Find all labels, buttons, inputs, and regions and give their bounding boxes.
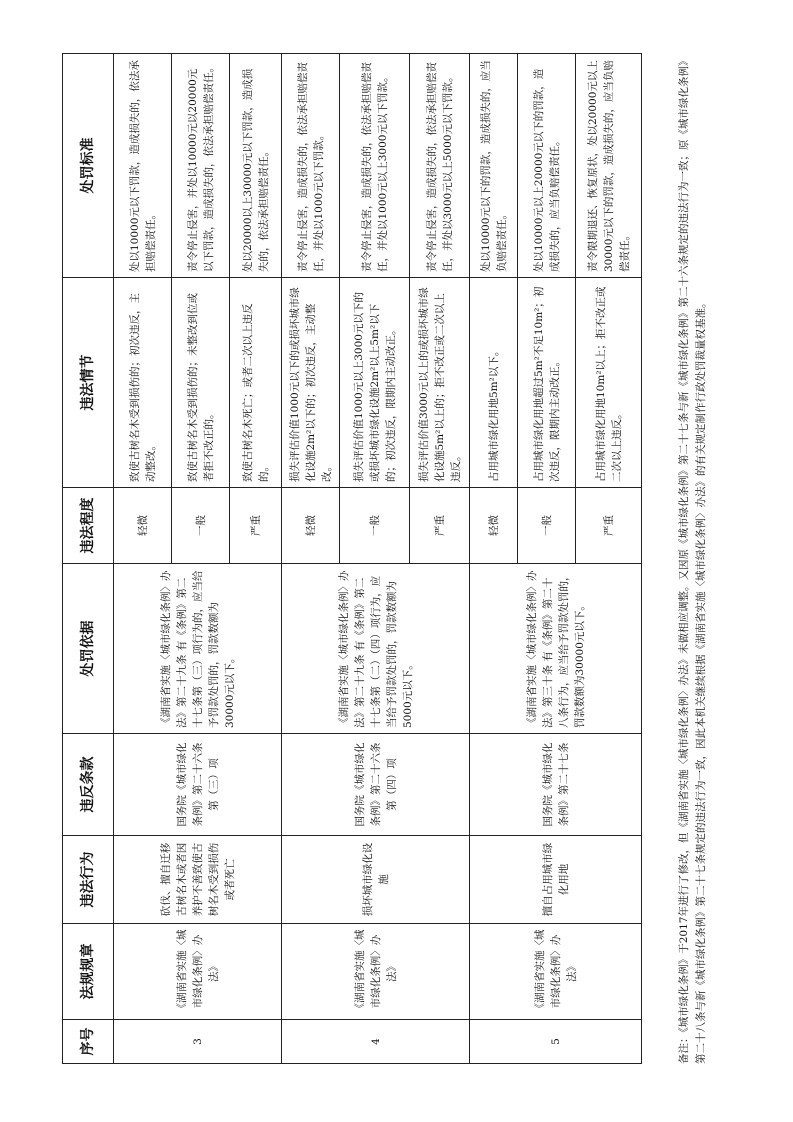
header-row (63, 54, 114, 1064)
cell-standard: 处以20000以上30000元以下罚款，造成损失的，依法承担赔偿责任。 (230, 54, 282, 278)
cell-degree: 严重 (576, 488, 642, 564)
cell-seq: 3 (114, 1020, 282, 1064)
cell-circumstance: 致使古树名木受到损伤的；未整改到位或者拒不改正的。 (172, 278, 230, 488)
cell-standard: 处以10000元以下罚款，造成损失的，依法承担赔偿责任。 (114, 54, 172, 278)
cell-circumstance: 占用城市绿化用地10m²以上；拒不改正或二次以上违反。 (576, 278, 642, 488)
cell-article: 国务院《城市绿化条例》第二十六条第（三）项 (114, 734, 282, 836)
cell-law: 《湖南省实施〈城市绿化条例〉办法》 (282, 924, 470, 1020)
header-circumstance: 违法情节 (63, 278, 114, 488)
header-act: 违法行为 (63, 836, 114, 924)
cell-standard: 处以10000元以上20000元以下的罚款，造成损失的，应当负赔偿责任。 (518, 54, 576, 278)
cell-standard: 责令停止侵害，造成损失的，依法承担赔偿责任，并处以3000元以上5000元以下罚款。 (410, 54, 470, 278)
cell-degree: 一般 (518, 488, 576, 564)
cell-circumstance: 损失评估价值3000元以上的或损坏城市绿化设施5m²以上的；拒不改正或二次以上违反。 (410, 278, 470, 488)
cell-law: 《湖南省实施〈城市绿化条例〉办法》 (470, 924, 642, 1020)
cell-degree: 严重 (410, 488, 470, 564)
penalty-standard-table (62, 53, 642, 1064)
cell-basis: 《湖南省实施〈城市绿化条例〉办法》第二十九条 有《条例》第二十七条第（三）项行为的，应当给予罚款处罚的，罚款数额为30000元以下。 (114, 564, 282, 734)
cell-standard: 责令停止侵害，造成损失的，依法承担赔偿责任，并处以1000元以上3000元以下罚款。 (340, 54, 410, 278)
cell-basis: 《湖南省实施〈城市绿化条例〉办法》第二十九条 有《条例》第二十七条第（二）（四）项行为，应当给予罚款处罚的，罚款数额为5000元以下。 (282, 564, 470, 734)
header-degree: 违法程度 (63, 488, 114, 564)
cell-seq: 4 (282, 1020, 470, 1064)
cell-standard: 处以10000元以下的罚款，造成损失的，应当负赔偿责任。 (470, 54, 518, 278)
cell-basis: 《湖南省实施〈城市绿化条例〉办法》第三十条 有《条例》第二十八条行为，应当给予罚款处罚的，罚款数额为30000元以下。 (470, 564, 642, 734)
cell-circumstance: 占用城市绿化用地5m²以下。 (470, 278, 518, 488)
cell-act: 损坏城市绿化设施 (282, 836, 470, 924)
cell-act: 砍伐、擅自迁移古树名木或者因养护不善致使古树名木受到损伤或者死亡 (114, 836, 282, 924)
table-row (470, 54, 518, 1064)
cell-circumstance: 致使古树名木受到损伤的；初次违反，主动整改。 (114, 278, 172, 488)
cell-circumstance: 损失评估价值1000元以下的或损坏城市绿化设施2m²以下的；初次违反，主动整改。 (282, 278, 340, 488)
cell-degree: 轻微 (114, 488, 172, 564)
cell-seq: 5 (470, 1020, 642, 1064)
table-row (114, 54, 172, 1064)
cell-law: 《湖南省实施〈城市绿化条例〉办法》 (114, 924, 282, 1020)
cell-degree: 一般 (340, 488, 410, 564)
cell-article: 国务院《城市绿化条例》第二十六条第（四）项 (282, 734, 470, 836)
cell-circumstance: 致使古树名木死亡；或者二次以上违反的。 (230, 278, 282, 488)
footnote: 备注：《城市绿化条例》于2017年进行了修改，但《湖南省实施〈城市绿化条例〉办法》未做相应调整。又因原《城市绿化条例》第二十七条与新《城市绿化条例》第二十六条规定的违法行为一致；原《城市绿化条例》第二十八条与新《城市绿化条例》第二十七条规定的违法行为一致，因此本机关继续根据《湖南省实施〈城市绿化条例〉办法》的有关规定制作行政处罚裁量权基准。 (678, 55, 707, 1064)
cell-circumstance: 损失评估价值1000元以上3000元以下的或损坏城市绿化设施2m²以上5m²以下的；初次违反，限期内主动改正。 (340, 278, 410, 488)
cell-act: 擅自占用城市绿化用地 (470, 836, 642, 924)
header-seq: 序号 (63, 1020, 114, 1064)
header-standard: 处罚标准 (63, 54, 114, 278)
cell-circumstance: 占用城市绿化用地超过5m²不足10m²；初次违反，限期内主动改正。 (518, 278, 576, 488)
cell-standard: 责令停止侵害，造成损失的，依法承担赔偿责任，并处以1000元以下罚款。 (282, 54, 340, 278)
table-row (282, 54, 340, 1064)
header-law: 法规规章 (63, 924, 114, 1020)
header-basis: 处罚依据 (63, 564, 114, 734)
cell-degree: 一般 (172, 488, 230, 564)
cell-degree: 轻微 (470, 488, 518, 564)
cell-degree: 轻微 (282, 488, 340, 564)
cell-article: 国务院《城市绿化条例》第二十七条 (470, 734, 642, 836)
cell-standard: 责令限期退还、恢复原状，处以20000元以上30000元以下的罚款，造成损失的，应当负赔偿责任。 (576, 54, 642, 278)
header-article: 违反条款 (63, 734, 114, 836)
cell-standard: 责令停止侵害，并处以10000元以20000元以下罚款，造成损失的，依法承担赔偿责任。 (172, 54, 230, 278)
cell-degree: 严重 (230, 488, 282, 564)
